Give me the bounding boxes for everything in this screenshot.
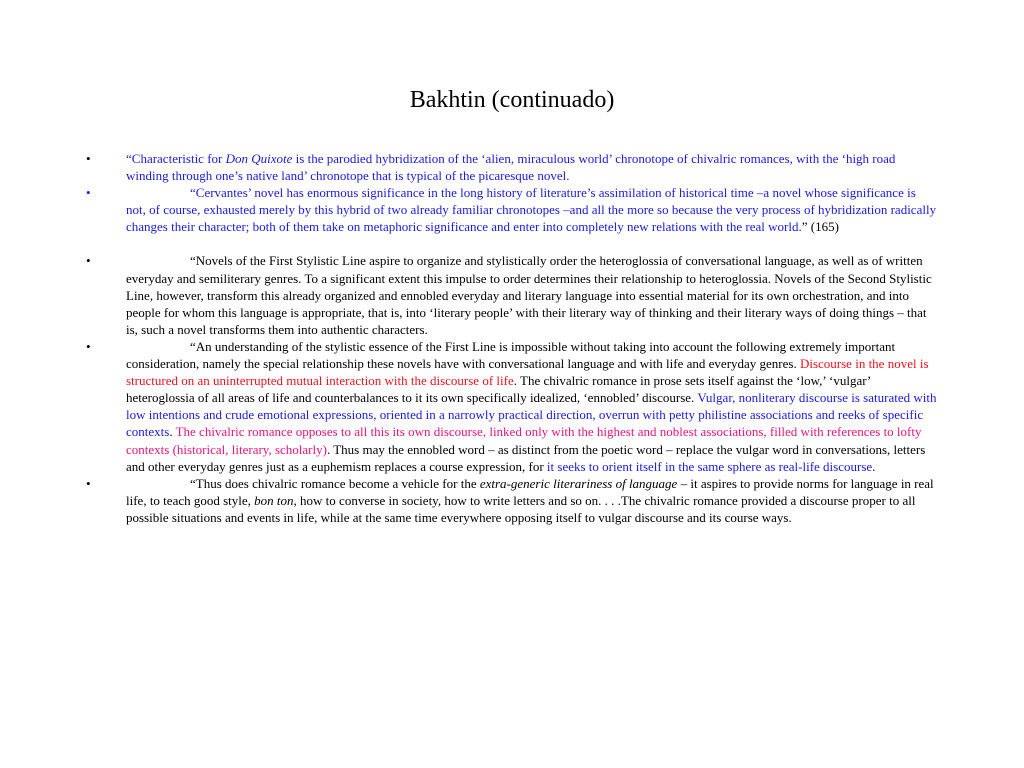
text-run: , how to converse in society, how to write letters and so on. . . .The chivalric romance provided a discourse proper to all possible situations and events in life, while at the same time everywhere opposing itself to vulgar discourse and its course ways. <box>126 492 916 525</box>
bullet-text <box>126 151 895 183</box>
bullet-item <box>86 150 938 184</box>
text-run: “An understanding of the stylistic essence of the First Line is impossible without taking into account the following extremely important consideration, namely the special relationship these novels have with conversational language and with life and everyday genres. <box>126 338 896 372</box>
bullet-text <box>126 253 932 336</box>
text-run: . <box>169 424 176 440</box>
text-run: The chivalric romance opposes to all this its own discourse, linked only with the highest and noblest associations, filled with references to lofty contexts (historical, literary, scholarly) <box>126 424 922 457</box>
bullet-glyph: • <box>86 151 91 166</box>
text-run: “Cervantes’ novel has enormous significance in the long history of literature’s assimilation of historical time –a novel whose significance is not, of course, exhausted merely by this hybrid of two already familiar chronotopes –and all the more so because the very process of hybridization radically changes their character; both of them take on metaphoric significance and enter into completely new relations with the real world. <box>126 185 937 235</box>
bullet-text <box>126 185 936 234</box>
bullet-glyph: • <box>86 338 91 354</box>
text-run: “Novels of the First Stylistic Line aspire to organize and stylistically order the heteroglossia of conversational language, as well as of written everyday and semiliterary genres. To a significant extent this impulse to order determines their relationship to heteroglossia. Novels of the Second Stylistic Line, however, transform this already organized and ennobled everyday and literary language into essential material for its own orchestration, and into people for whom this language is appropriate, that is, into ‘literary people’ with their literary way of thinking and their literary ways of doing things – that is, such a novel transforms them into authentic characters. <box>126 253 932 337</box>
slide-title: Bakhtin (continuado) <box>409 87 615 113</box>
bullet-text <box>126 339 936 474</box>
text-run: “Characteristic for <box>126 151 226 166</box>
bullet-glyph: • <box>86 185 91 201</box>
text-run: . <box>872 458 876 474</box>
text-run: ” (165) <box>801 219 839 235</box>
text-run: bon ton <box>254 492 294 508</box>
bullet-list <box>86 150 938 526</box>
text-run: . The chivalric romance in prose sets itself against the ‘low,’ ‘vulgar’ heteroglossia of all areas of life and counterbalances to it its own specifically idealized, ‘ennobled’ discourse. <box>126 373 871 406</box>
text-run: – it aspires to provide norms for language in real life, to teach good style, <box>126 475 934 508</box>
spacer <box>86 235 938 252</box>
text-run: extra-generic literariness of language <box>479 475 678 491</box>
bullet-item <box>86 252 938 337</box>
text-run: “Thus does chivalric romance become a vehicle for the <box>190 475 480 491</box>
text-run: . Thus may the ennobled word – as distinct from the poetic word – replace the vulgar word in conversations, letters and other everyday genres just as a euphemism replaces a course expression, for <box>126 441 926 474</box>
text-run: Vulgar, nonliterary discourse is saturated with low intentions and crude emotional expressions, oriented in a narrowly practical direction, overrun with petty philistine associations and reeks of specific contexts <box>126 390 937 440</box>
bullet-item <box>86 338 938 475</box>
text-run: is the parodied hybridization of the ‘alien, miraculous world’ chronotope of chivalric romances, with the ‘high road winding through one’s native land’ chronotope that is typical of the picaresque novel. <box>126 151 896 184</box>
text-run: Discourse in the novel is structured on an uninterrupted mutual interaction with the discourse of life <box>126 356 929 389</box>
text-run: Don Quixote <box>225 151 293 166</box>
bullet-text <box>126 476 934 525</box>
bullet-glyph: • <box>86 253 91 269</box>
bullet-item <box>86 184 938 235</box>
text-run: it seeks to orient itself in the same sphere as real-life discourse <box>546 458 873 474</box>
bullet-glyph: • <box>86 475 91 491</box>
bullet-item <box>86 475 938 526</box>
